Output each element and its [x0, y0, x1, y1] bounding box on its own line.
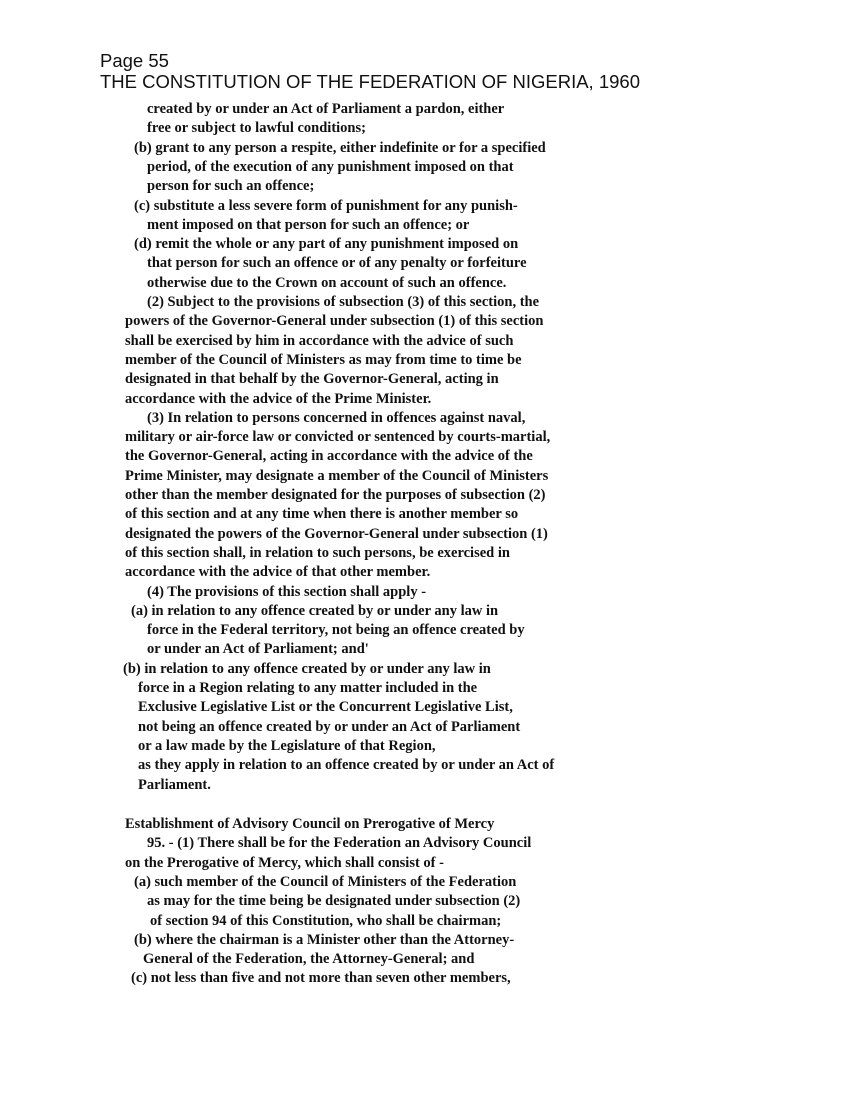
text-line: military or air-force law or convicted or sentenced by courts-martial,	[125, 429, 551, 446]
text-line: as they apply in relation to an offence created by or under an Act of	[138, 757, 555, 774]
text-line: General of the Federation, the Attorney-General; and	[143, 951, 475, 968]
text-line: designated the powers of the Governor-General under subsection (1)	[125, 525, 548, 542]
text-line: force in a Region relating to any matter included in the	[138, 680, 478, 696]
page-header	[100, 50, 640, 92]
text-line: otherwise due to the Crown on account of such an offence.	[147, 274, 507, 291]
text-line: member of the Council of Ministers as may from time to time be	[125, 351, 522, 368]
document-title: THE CONSTITUTION OF THE FEDERATION OF NIGERIA, 1960	[100, 71, 640, 92]
text-line: accordance with the advice of the Prime Minister.	[125, 390, 432, 407]
text-line: (4) The provisions of this section shall apply -	[147, 583, 427, 600]
text-line: Prime Minister, may designate a member of the Council of Ministers	[125, 467, 549, 484]
text-line: as may for the time being be designated under subsection (2)	[147, 893, 521, 910]
text-line: or under an Act of Parliament; and'	[147, 641, 369, 658]
text-line: the Governor-General, acting in accordance with the advice of the	[125, 448, 533, 465]
text-line: designated in that behalf by the Governor-General, acting in	[125, 371, 499, 388]
text-line: that person for such an offence or of any penalty or forfeiture	[147, 255, 527, 272]
page-number: Page 55	[100, 50, 169, 71]
text-line: (b) where the chairman is a Minister other than the Attorney-	[134, 931, 515, 948]
text-line: (c) not less than five and not more than seven other members,	[131, 970, 511, 987]
text-line: (b) in relation to any offence created by or under any law in	[123, 660, 491, 677]
text-line: of section 94 of this Constitution, who shall be chairman;	[150, 912, 502, 929]
text-line: 95. - (1) There shall be for the Federation an Advisory Council	[147, 835, 532, 852]
text-line: (3) In relation to persons concerned in offences against naval,	[147, 409, 526, 426]
text-line: (b) grant to any person a respite, either indefinite or for a specified	[134, 139, 546, 156]
text-line: shall be exercised by him in accordance with the advice of such	[125, 332, 514, 349]
text-line: (c) substitute a less severe form of punishment for any punish-	[134, 197, 518, 214]
text-line: of this section shall, in relation to such persons, be exercised in	[125, 544, 510, 561]
text-line: (2) Subject to the provisions of subsection (3) of this section, the	[147, 294, 540, 310]
text-line: ment imposed on that person for such an offence; or	[147, 216, 470, 233]
text-line: accordance with the advice of that other member.	[125, 564, 431, 581]
section-heading: Establishment of Advisory Council on Prerogative of Mercy	[125, 816, 495, 832]
text-line: person for such an offence;	[147, 178, 315, 195]
text-line: other than the member designated for the purposes of subsection (2)	[125, 487, 546, 503]
text-line: Parliament.	[138, 776, 211, 793]
text-line: (a) such member of the Council of Ministers of the Federation	[134, 873, 517, 890]
text-line: or a law made by the Legislature of that Region,	[138, 737, 436, 754]
text-line: (d) remit the whole or any part of any punishment imposed on	[134, 236, 519, 253]
text-line: force in the Federal territory, not being an offence created by	[147, 622, 525, 639]
text-line: free or subject to lawful conditions;	[147, 120, 366, 137]
text-line: of this section and at any time when there is another member so	[125, 506, 519, 523]
text-line: on the Prerogative of Mercy, which shall consist of -	[125, 854, 444, 871]
text-line: Exclusive Legislative List or the Concurrent Legislative List,	[138, 699, 513, 716]
text-line: period, of the execution of any punishment imposed on that	[147, 158, 514, 175]
text-line: (a) in relation to any offence created by or under any law in	[131, 602, 499, 619]
text-line: not being an offence created by or under an Act of Parliament	[138, 718, 521, 735]
text-line: created by or under an Act of Parliament a pardon, either	[147, 101, 505, 117]
text-line: powers of the Governor-General under subsection (1) of this section	[125, 313, 544, 330]
